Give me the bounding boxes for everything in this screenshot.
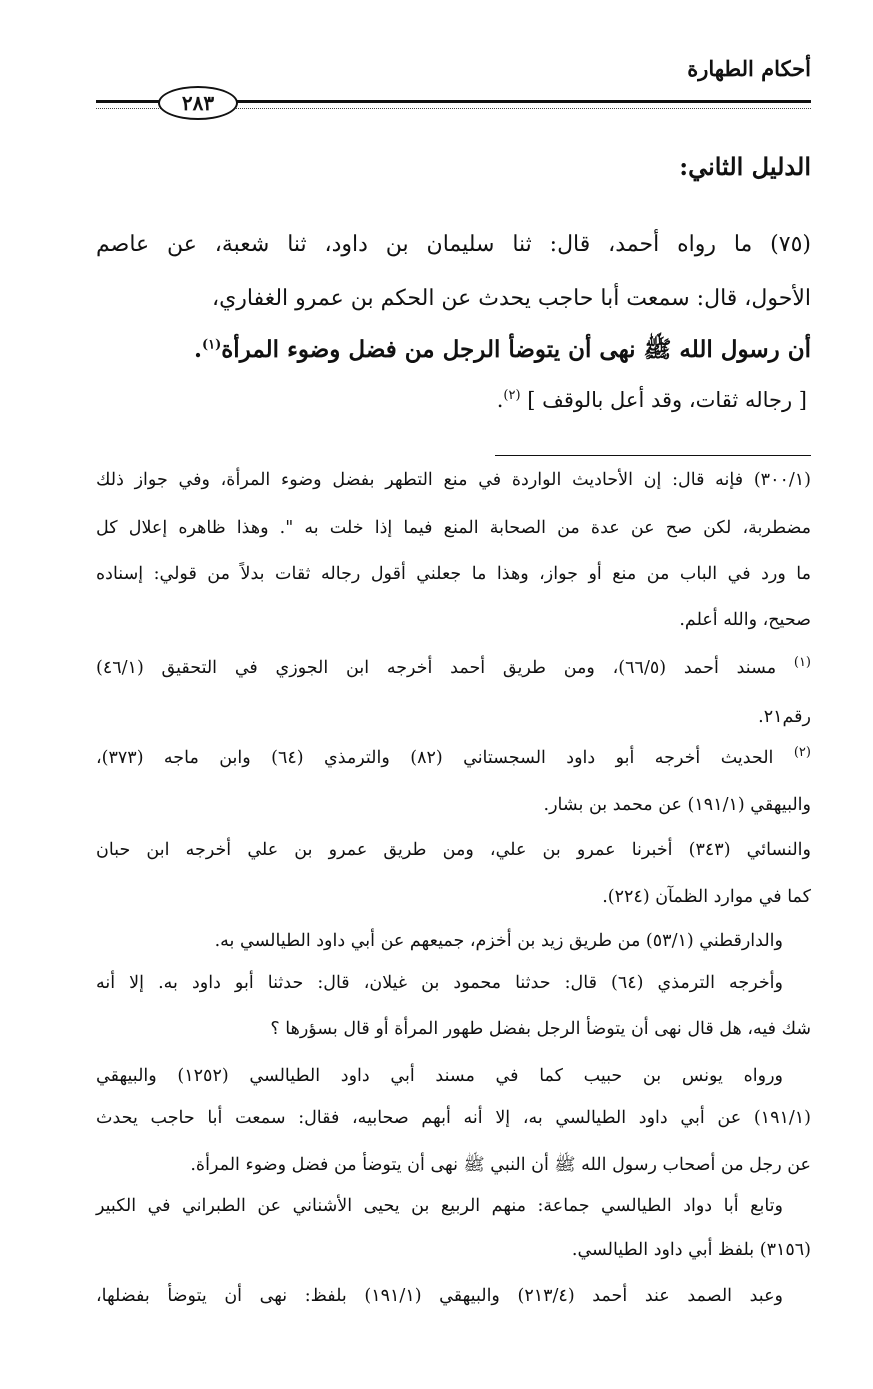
footnote-1-text: مسند أحمد (٦٦/٥)، ومن طريق أحمد أخرجه ابن الجوزي في التحقيق (٤٦/١): [96, 657, 777, 678]
footnote-line-10: كما في موارد الظمآن (٢٢٤).: [602, 887, 811, 907]
footnote-line-19: وعبد الصمد عند أحمد (٢١٣/٤) والبيهقي (١٩١/١) بلفظ: نهى أن يتوضأ بفضلها،: [96, 1286, 783, 1306]
footnote-line-17: وتابع أبا دواد الطيالسي جماعة: منهم الربيع بن يحيى الأشناني عن الطبراني في الكبير: [96, 1196, 783, 1216]
main-text-line-1: (٧٥) ما رواه أحمد، قال: ثنا سليمان بن داود، ثنا شعبة، عن عاصم: [96, 232, 811, 257]
main-text-line-2: الأحول، قال: سمعت أبا حاجب يحدث عن الحكم بن عمرو الغفاري،: [211, 286, 811, 311]
footnote-line-4: صحيح، والله أعلم.: [679, 610, 811, 630]
hadith-body: أن رسول الله ﷺ نهى أن يتوضأ الرجل من فضل وضوء المرأة: [221, 336, 811, 363]
footnote-number-2: (٢): [793, 745, 811, 760]
footnote-line-16: عن رجل من أصحاب رسول الله ﷺ أن النبي ﷺ نهى أن يتوضأ من فضل وضوء المرأة.: [190, 1155, 811, 1175]
footnote-separator: [495, 455, 811, 456]
footnote-line-14: ورواه يونس بن حبيب كما في مسند أبي داود الطيالسي (١٢٥٢) والبيهقي: [96, 1066, 784, 1086]
page-number: ٢٨٣: [181, 91, 215, 115]
footnote-line-18: (٣١٥٦) بلفظ أبي داود الطيالسي.: [571, 1240, 811, 1260]
footnote-line-2: مضطربة، لكن صح عن عدة من الصحابة المنع فيما إذا خلت به ". وهذا ظاهره إعلال كل: [96, 518, 811, 538]
footnote-line-11: والدارقطني (٥٣/١) من طريق زيد بن أخزم، جميعهم عن أبي داود الطيالسي به.: [214, 931, 783, 951]
footnote-line-3: ما ورد في الباب من منع أو جواز، وهذا ما جعلني أقول رجاله ثقات بدلاً من قولي: إسناده: [96, 564, 811, 584]
verdict-end: .: [496, 388, 504, 412]
running-header-title: أحكام الطهارة: [687, 56, 811, 81]
grading-verdict: [96, 388, 807, 412]
verdict-body: [ رجاله ثقات، وقد أعل بالوقف ]: [527, 388, 807, 412]
page-number-badge: [158, 86, 238, 120]
footnote-line-6: رقم٢١.: [758, 707, 811, 727]
footnote-ref-1: (١): [201, 337, 222, 353]
hadith-end: .: [193, 336, 202, 363]
hadith-text: [96, 335, 811, 369]
footnote-line-15: (١٩١/١) عن أبي داود الطيالسي به، إلا أنه أبهم صحابيه، فقال: سمعت أبا حاجب يحدث: [96, 1108, 811, 1128]
footnote-line-9: والنسائي (٣٤٣) أخبرنا عمرو بن علي، ومن طريق عمرو بن علي أخرجه ابن حبان: [96, 840, 811, 860]
footnote-line-1: (٣٠٠/١) فإنه قال: إن الأحاديث الواردة في منع التطهر بفضل وضوء المرأة، وفي جواز ذلك: [96, 470, 811, 490]
footnote-2-text: الحديث أخرجه أبو داود السجستاني (٨٢) والترمذي (٦٤) وابن ماجه (٣٧٣)،: [96, 747, 774, 768]
footnote-line-8: والبيهقي (١٩١/١) عن محمد بن بشار.: [543, 795, 811, 815]
footnote-line-5: [96, 655, 811, 678]
footnote-line-12: وأخرجه الترمذي (٦٤) قال: حدثنا محمود بن غيلان، قال: حدثنا أبو داود به. إلا أنه: [96, 973, 783, 993]
footnote-line-13: شك فيه، هل قال نهى أن يتوضأ الرجل بفضل طهور المرأة أو قال بسؤرها ؟: [270, 1019, 811, 1039]
footnote-number-1: (١): [793, 655, 811, 670]
footnote-line-7: [96, 745, 811, 768]
section-heading: الدليل الثاني:: [679, 152, 811, 181]
footnote-ref-2: (٢): [503, 388, 521, 403]
